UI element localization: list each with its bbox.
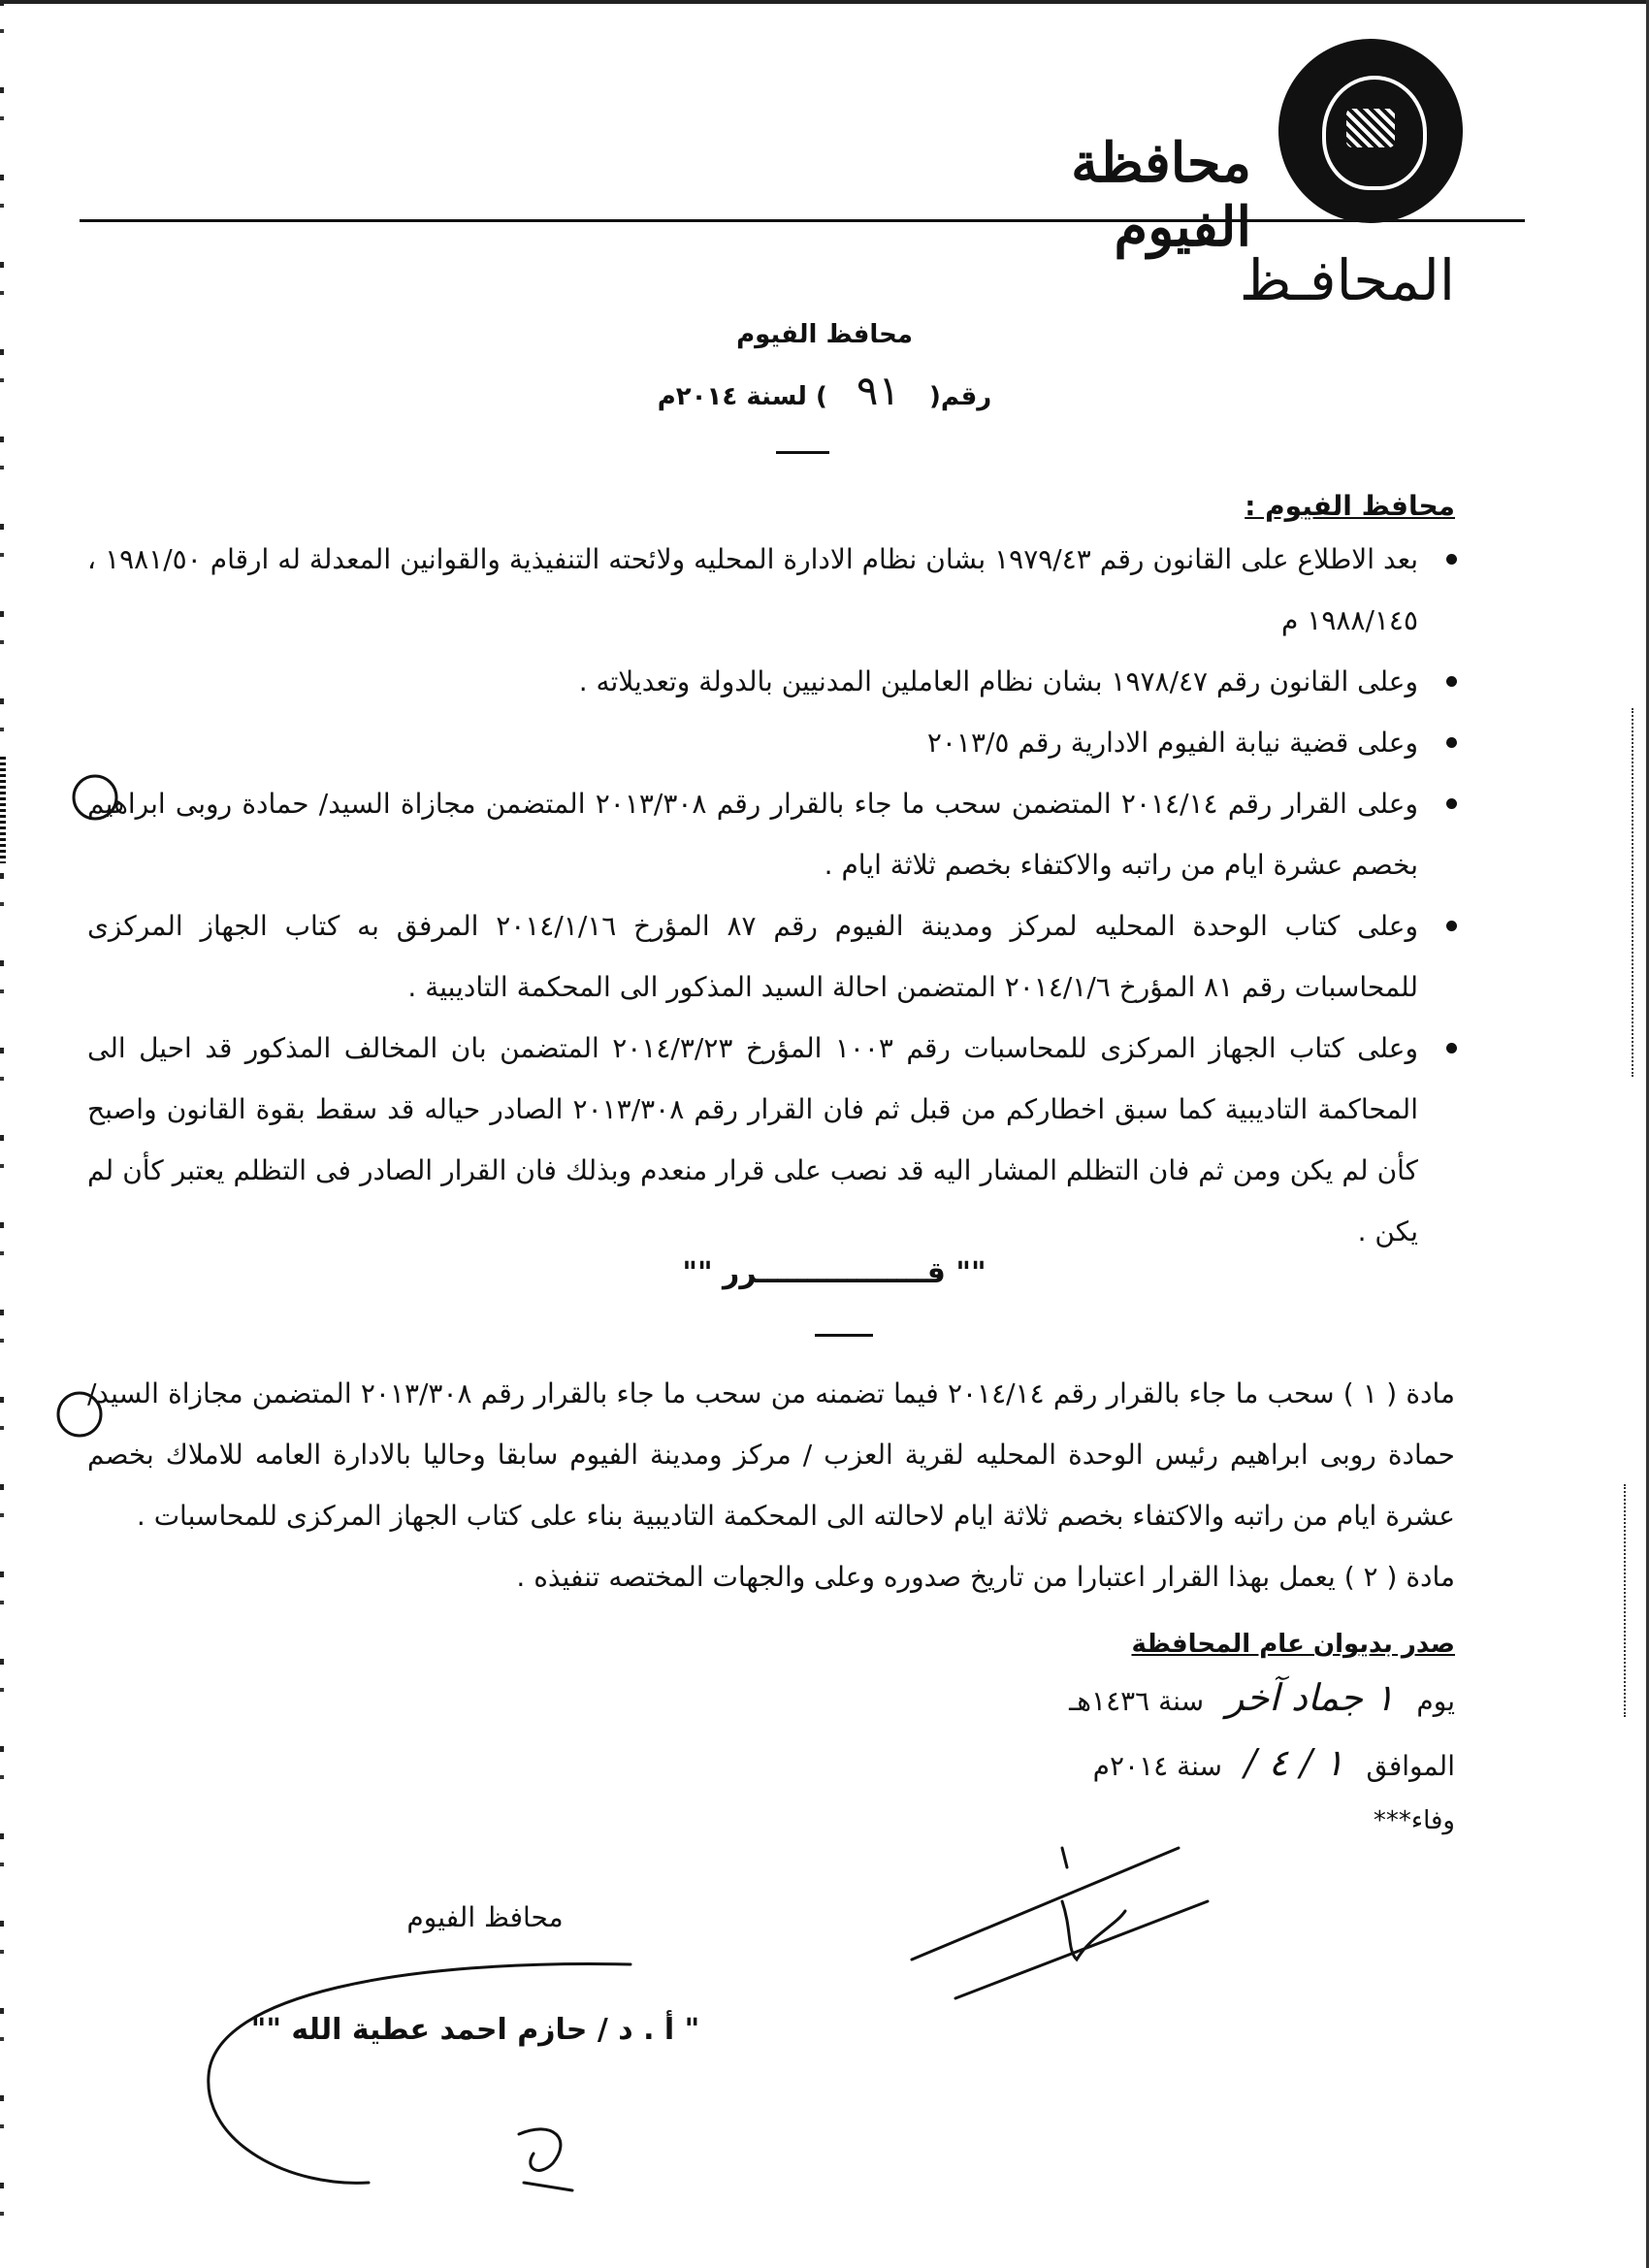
signature-loop [209,1964,630,2184]
preamble-item: وعلى القانون رقم ١٩٧٨/٤٧ بشان نظام العاملين المدنيين بالدولة وتعديلاته . [87,651,1465,712]
hijri-year: سنة ١٤٣٦هـ [1069,1685,1205,1717]
typist-initials: وفاء*** [1373,1806,1455,1835]
article-1: مادة ( ١ ) سحب ما جاء بالقرار رقم ٢٠١٤/١٤ فيما تضمنه من سحب ما جاء بالقرار رقم ٢٠١٣/٣٠٨ المتضمن مجازاة السيد/ حمادة روبى ابراهيم رئيس الوحدة المحليه لقرية العزب / مركز ومدينة الفيوم سابقا وحاليا بالادارة العامه للاملاك بخصم عشرة ايام من راتبه والاكتفاء بخصم ثلاثة ايام لاحالته الى المحكمة التاديبية بناء على كتاب الجهاز المركزى للمحاسبات . [87,1377,1456,1532]
initials-signature [912,1848,1208,1998]
decree-issuer: محافظ الفيوم [736,320,913,349]
addressee-heading: محافظ الفيوم : [1245,490,1455,522]
gregorian-label: الموافق [1366,1750,1455,1782]
margin-circle-mark-lower [58,1393,101,1436]
decision-heading: "" قـــــــــــــــــرر "" [682,1256,986,1290]
decree-year-label: ) لسنة ٢٠١٤م [657,382,827,411]
preamble-item: وعلى كتاب الوحدة المحليه لمركز ومدينة الفيوم رقم ٨٧ المؤرخ ٢٠١٤/١/١٦ المرفق به كتاب الجهاز المركزى للمحاسبات رقم ٨١ المؤرخ ٢٠١٤/١/٦ المتضمن احالة السيد المذكور الى المحكمة التاديبية . [87,895,1465,1018]
day-label: يوم [1416,1685,1455,1717]
margin-circle-mark [74,776,116,819]
hijri-handwritten-date: ١ جماد آخر [1225,1676,1395,1719]
signature-flourish [519,2129,572,2190]
issued-at: صدر بديوان عام المحافظة [1131,1630,1455,1659]
preamble-item: وعلى قضية نيابة الفيوم الادارية رقم ٢٠١٣/٥ [87,712,1465,773]
governorate-name: محافظة الفيوم [1071,131,1251,259]
preamble-item: بعد الاطلاع على القانون رقم ١٩٧٩/٤٣ بشان نظام الادارة المحليه ولائحته التنفيذية والقوانين المعدلة له ارقام ١٩٨١/٥٠ ، ١٩٨٨/١٤٥ م [87,529,1465,651]
signatory-title: محافظ الفيوم [406,1901,564,1933]
preamble-item: وعلى كتاب الجهاز المركزى للمحاسبات رقم ١٠٠٣ المؤرخ ٢٠١٤/٣/٢٣ المتضمن بان المخالف المذكور قد احيل الى المحاكمة التاديبية كما سبق اخطاركم من قبل ثم فان القرار رقم ٢٠١٣/٣٠٨ الصادر حياله قد سقط بقوة القانون واصبح كأن لم يكن ومن ثم فان التظلم المشار اليه قد نصب على قرار منعدم وبذلك فان القرار الصادر فى التظلم يعتبر كأن لم يكن . [87,1018,1465,1262]
office-title: المحافـظ [1239,247,1455,313]
gregorian-year: سنة ٢٠١٤م [1092,1750,1222,1782]
article-2: مادة ( ٢ ) يعمل بهذا القرار اعتبارا من تاريخ صدوره وعلى والجهات المختصه تنفيذه . [516,1561,1455,1593]
gregorian-handwritten-date: ١ / ٤ / [1244,1741,1344,1784]
signatory-name: " أ . د / حازم احمد عطية الله "" [250,2013,700,2047]
decree-number-value: ٩١ [856,367,900,414]
preamble-item: وعلى القرار رقم ٢٠١٤/١٤ المتضمن سحب ما جاء بالقرار رقم ٢٠١٣/٣٠٨ المتضمن مجازاة السيد/ حمادة روبى ابراهيم بخصم عشرة ايام من راتبه والاكتفاء بخصم ثلاثة ايام . [87,773,1465,895]
decree-number-label: رقم( [929,382,992,411]
